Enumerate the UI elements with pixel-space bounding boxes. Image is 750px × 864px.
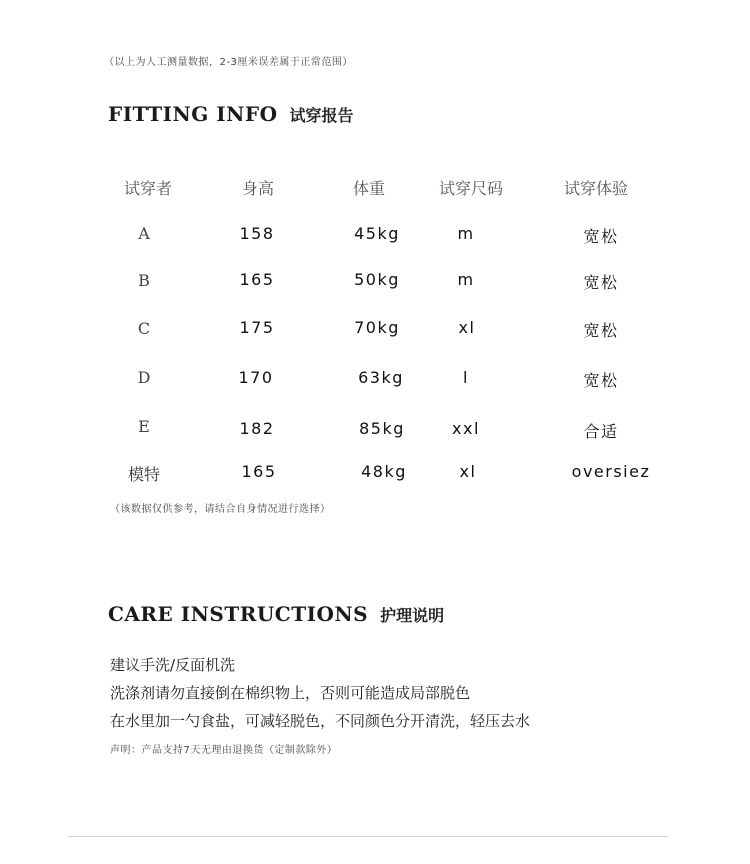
row-model-weight: 48kg	[361, 462, 407, 481]
row-a-weight: 45kg	[354, 224, 400, 243]
top-note: （以上为人工测量数据，2-3厘米误差属于正常范围）	[104, 57, 353, 68]
row-a-feel: 宽松	[583, 227, 619, 246]
row-b-feel: 宽松	[583, 273, 619, 292]
fitting-title-zh: 试穿报告	[289, 106, 354, 125]
row-e-weight: 85kg	[359, 419, 405, 438]
row-model-size: xl	[459, 462, 477, 481]
header-weight: 体重	[352, 179, 386, 198]
care-line-3: 在水里加一勺食盐，可减轻脱色，不同颜色分开清洗，轻压去水	[110, 712, 531, 730]
row-model-feel: oversiez	[571, 462, 651, 481]
row-c-weight: 70kg	[354, 318, 400, 337]
row-d-size: l	[463, 368, 469, 387]
care-line-1: 建议手洗/反面机洗	[110, 656, 236, 674]
row-c-height: 175	[239, 318, 275, 337]
row-model-name: 模特	[127, 465, 161, 484]
fitting-title-en: FITTING INFO	[108, 102, 278, 126]
fitting-info-title	[108, 102, 354, 126]
row-a-size: m	[457, 224, 475, 243]
fitting-note: （该数据仅供参考，请结合自身情况进行选择）	[110, 504, 331, 515]
care-instructions-title	[108, 602, 444, 626]
header-feel: 试穿体验	[563, 179, 629, 198]
row-d-weight: 63kg	[358, 368, 404, 387]
care-line-2: 洗涤剂请勿直接倒在棉织物上，否则可能造成局部脱色	[110, 684, 471, 702]
row-b-name: B	[138, 271, 150, 290]
row-b-height: 165	[239, 270, 275, 289]
row-e-feel: 合适	[583, 422, 619, 441]
row-model-height: 165	[241, 462, 277, 481]
row-c-feel: 宽松	[583, 321, 619, 340]
row-e-name: E	[138, 417, 150, 436]
footer-divider	[68, 836, 668, 837]
row-e-size: xxl	[452, 419, 480, 438]
row-d-name: D	[137, 368, 151, 387]
row-d-height: 170	[238, 368, 274, 387]
row-b-weight: 50kg	[354, 270, 400, 289]
care-title-en: CARE INSTRUCTIONS	[108, 602, 369, 626]
return-policy-note: 声明：产品支持7天无理由退换货（定制款除外）	[110, 745, 338, 756]
header-tester: 试穿者	[123, 179, 173, 198]
row-b-size: m	[457, 270, 475, 289]
row-a-height: 158	[239, 224, 275, 243]
header-height: 身高	[241, 179, 275, 198]
row-d-feel: 宽松	[583, 371, 619, 390]
row-c-size: xl	[458, 318, 476, 337]
header-size: 试穿尺码	[438, 179, 504, 198]
row-a-name: A	[138, 224, 150, 243]
care-title-zh: 护理说明	[380, 606, 445, 625]
row-c-name: C	[137, 319, 151, 338]
row-e-height: 182	[239, 419, 275, 438]
